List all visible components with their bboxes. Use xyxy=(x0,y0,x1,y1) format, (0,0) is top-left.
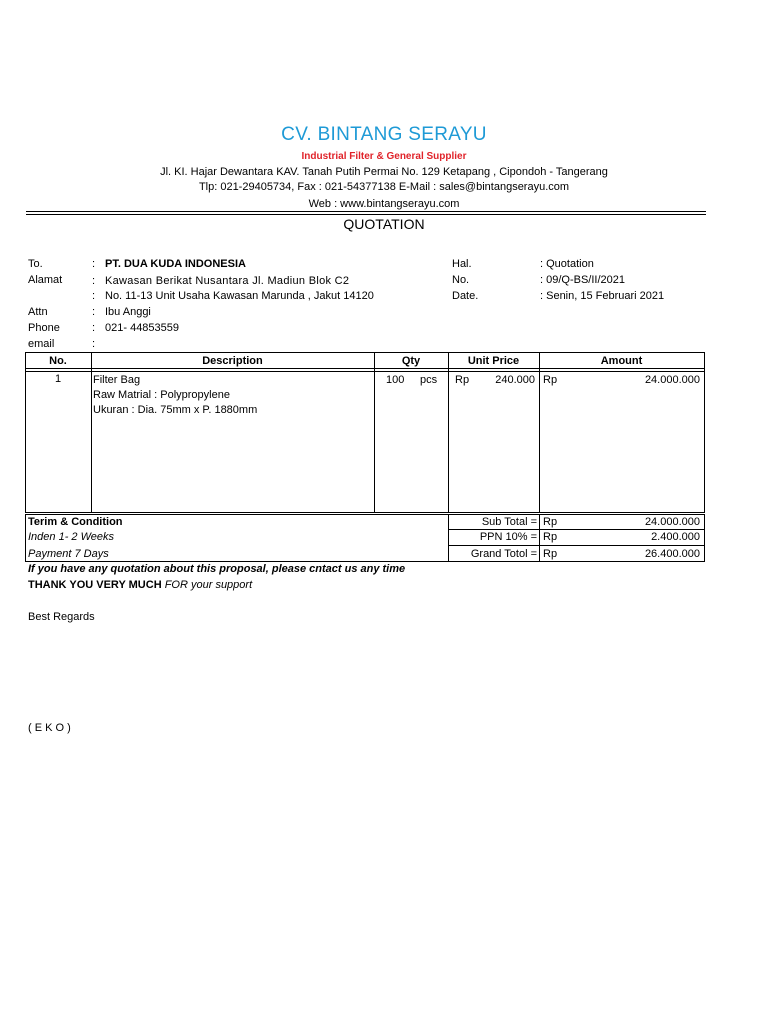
row-price-value: 240.000 xyxy=(495,374,535,386)
hal-label: Hal. xyxy=(452,258,472,270)
email-label: email xyxy=(28,338,55,350)
header-description: Description xyxy=(202,355,263,367)
alamat-line-2: No. 11-13 Unit Usaha Kawasan Marunda , Jakut 14120 xyxy=(105,290,374,302)
subtotal-label: Sub Total = xyxy=(481,516,537,528)
ppn-value: 2.400.000 xyxy=(651,531,700,543)
row-qty: 100 xyxy=(386,374,405,386)
no-label: No. xyxy=(452,274,470,286)
company-web: Web : www.bintangserayu.com xyxy=(308,198,460,210)
header-amount: Amount xyxy=(600,355,643,367)
header-qty: Qty xyxy=(401,355,421,367)
terms-title: Terim & Condition xyxy=(28,516,123,528)
to-colon: : xyxy=(92,258,96,270)
ppn-label: PPN 10% = xyxy=(479,531,537,543)
header-divider-top xyxy=(26,211,706,212)
to-value: PT. DUA KUDA INDONESIA xyxy=(105,258,246,270)
row-unit: pcs xyxy=(420,374,438,386)
header-divider-bottom xyxy=(26,214,706,215)
no-value: : 09/Q-BS/II/2021 xyxy=(540,274,625,286)
date-label: Date. xyxy=(452,290,479,302)
row-desc-line-2: Raw Matrial : Polypropylene xyxy=(93,389,230,401)
attn-label: Attn xyxy=(28,306,48,318)
footer-thanks xyxy=(28,579,252,591)
phone-value: 021- 44853559 xyxy=(105,322,180,334)
row-desc-line-1: Filter Bag xyxy=(93,374,141,386)
phone-label: Phone xyxy=(28,322,60,334)
hal-value: : Quotation xyxy=(540,258,594,270)
date-value: : Senin, 15 Februari 2021 xyxy=(540,290,665,302)
company-name: CV. BINTANG SERAYU xyxy=(281,124,487,145)
phone-colon: : xyxy=(92,322,96,334)
thanks-bold: THANK YOU VERY MUCH xyxy=(28,579,162,591)
header-unit-price: Unit Price xyxy=(467,355,520,367)
footer-note: If you have any quotation about this proposal, please cntact us any time xyxy=(28,563,406,575)
company-address: Jl. KI. Hajar Dewantara KAV. Tanah Putih Permai No. 129 Ketapang , Cipondoh - Tangerang xyxy=(160,166,608,178)
company-contact: Tlp: 021-29405734, Fax : 021-54377138 E-Mail : sales@bintangserayu.com xyxy=(198,181,570,193)
to-label: To. xyxy=(28,258,43,270)
row-no: 1 xyxy=(54,373,62,385)
terms-line-1: Inden 1- 2 Weeks xyxy=(28,531,115,543)
grand-total-currency: Rp xyxy=(543,548,558,560)
alamat-line-1: Kawasan Berikat Nusantara Jl. Madiun Blok C2 xyxy=(105,275,350,287)
subtotal-value: 24.000.000 xyxy=(644,516,700,528)
header-no: No. xyxy=(49,355,67,367)
grand-total-label: Grand Totol = xyxy=(470,548,537,560)
alamat-label: Alamat xyxy=(28,274,63,286)
row-desc-line-3: Ukuran : Dia. 75mm x P. 1880mm xyxy=(93,404,258,416)
ppn-currency: Rp xyxy=(543,531,558,543)
alamat-colon-2: : xyxy=(92,290,96,302)
thanks-italic: FOR your support xyxy=(161,579,253,591)
row-amount-value: 24.000.000 xyxy=(644,374,700,386)
terms-line-2: Payment 7 Days xyxy=(28,548,109,560)
grand-total-value: 26.400.000 xyxy=(644,548,700,560)
attn-value: Ibu Anggi xyxy=(105,306,151,318)
alamat-colon-1: : xyxy=(92,275,96,287)
best-regards: Best Regards xyxy=(28,611,95,623)
row-amount-currency: Rp xyxy=(543,374,558,386)
document-title: QUOTATION xyxy=(343,216,425,232)
signature: ( E K O ) xyxy=(28,722,71,734)
attn-colon: : xyxy=(92,306,96,318)
company-tagline: Industrial Filter & General Supplier xyxy=(301,151,467,162)
email-colon: : xyxy=(92,338,96,350)
row-price-currency: Rp xyxy=(455,374,470,386)
subtotal-currency: Rp xyxy=(543,516,558,528)
